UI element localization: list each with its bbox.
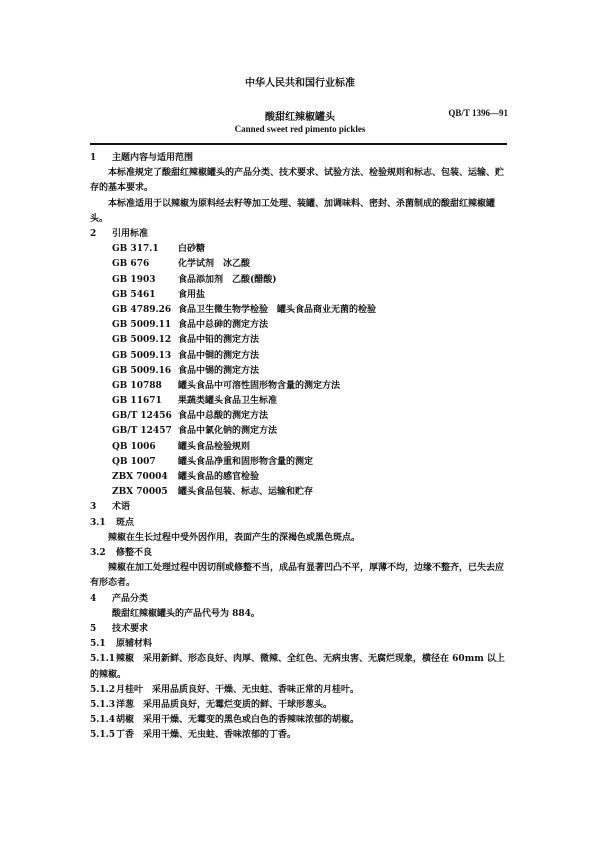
clause-text: 采用品质良好，无霉烂变质的鲜、干球形葱头。: [143, 699, 333, 710]
reference-name: 食品中氯化钠的测定方法: [178, 426, 278, 437]
document-body: [90, 151, 510, 743]
section-heading: [90, 622, 510, 637]
section-title: 引用标准: [112, 229, 149, 239]
reference-item: [90, 364, 510, 379]
reference-code: GB/T 12456: [112, 411, 172, 422]
section-heading: [90, 227, 510, 242]
clause-number: 5.1.5: [90, 730, 116, 741]
reference-item: [90, 394, 510, 409]
reference-code: GB 317.1: [112, 244, 159, 255]
section-number: 4: [90, 593, 97, 604]
reference-item: [90, 485, 510, 500]
reference-name: 白砂糖: [178, 244, 206, 255]
reference-item: [90, 333, 510, 348]
reference-code: GB 5009.12: [112, 335, 172, 346]
reference-name: 果蔬类罐头食品卫生标准: [178, 396, 278, 407]
reference-code: GB 1903: [112, 274, 156, 285]
reference-item: [90, 349, 510, 364]
clause-item: [90, 652, 510, 682]
clause-text: 采用干燥、无霉变的黑色或白色的香辣味浓郁的胡椒。: [143, 715, 360, 726]
reference-item: [90, 288, 510, 303]
reference-name: 食品中总砷的测定方法: [178, 320, 269, 331]
reference-code: GB/T 12457: [112, 426, 172, 437]
reference-code: QB 1006: [112, 441, 156, 452]
reference-code: ZBX 70004: [112, 472, 168, 482]
reference-name: 罐头食品包装、标志、运输和贮存: [178, 487, 314, 498]
reference-code: GB 10788: [112, 380, 162, 391]
clause-number: 5.1.4: [90, 715, 116, 726]
reference-name: 罐头食品净重和固形物含量的测定: [178, 456, 314, 467]
clause-item: [90, 698, 510, 713]
reference-name: 食品中铅的测定方法: [178, 335, 260, 346]
reference-name: 化学试剂 冰乙酸: [178, 259, 251, 270]
subsection-number: 3.1: [90, 517, 106, 528]
paragraph: 辣椒在生长过程中受外因作用，表面产生的深褐色或黑色斑点。: [108, 532, 361, 543]
reference-code: ZBX 70005: [112, 487, 168, 498]
paragraph: 酸甜红辣椒罐头的产品代号为 884。: [112, 608, 260, 619]
reference-code: GB 676: [112, 259, 150, 270]
reference-name: 食品中锡的测定方法: [178, 365, 260, 376]
subsection-number: 5.1: [90, 639, 106, 650]
subsection-title: 修整不良: [116, 547, 153, 558]
section-number: 5: [90, 623, 97, 634]
reference-item: [90, 379, 510, 394]
reference-item: [90, 318, 510, 333]
paragraph: 本标准规定了酸甜红辣椒罐头的产品分类、技术要求、试验方法、检验规则和标志、包装、运输、贮存的基本要求。: [90, 168, 505, 194]
reference-item: [90, 440, 510, 455]
reference-name: 食品添加剂 乙酸(醋酸): [178, 274, 277, 285]
reference-code: GB 11671: [112, 396, 162, 407]
clause-item: [90, 713, 510, 728]
subsection-number: 3.2: [90, 547, 106, 558]
reference-list: [90, 242, 510, 500]
clause-name: 月桂叶: [116, 684, 144, 695]
subsection-title: 斑点: [116, 517, 135, 528]
reference-name: 食品中总酸的测定方法: [178, 411, 269, 422]
reference-item: [90, 273, 510, 288]
paragraph: 辣椒在加工处理过程中因切削或修整不当，成品有显著凹凸不平，厚薄不均，边缘不整齐，已失去应有形态者。: [90, 563, 505, 589]
clause-number: 5.1.2: [90, 684, 116, 695]
reference-code: GB 4789.26: [112, 304, 172, 315]
clause-item: [90, 728, 510, 743]
section-title: 产品分类: [112, 593, 149, 604]
standard-code: QB/T 1396—91: [448, 108, 508, 118]
reference-code: GB 5461: [112, 289, 156, 300]
clause-name: 丁香: [116, 730, 135, 741]
section-heading: [90, 592, 510, 607]
section-heading: [90, 500, 510, 515]
section-number: 3: [90, 502, 97, 513]
industry-standard-heading: 中华人民共和国行业标准: [245, 78, 355, 89]
standard-title-en: Canned sweet red pimento pickles: [234, 124, 366, 134]
reference-name: 食品中铜的测定方法: [178, 350, 260, 361]
section-number: 2: [90, 229, 97, 239]
reference-code: GB 5009.13: [112, 350, 172, 361]
section-heading: [90, 151, 510, 166]
subsection-heading: [90, 516, 510, 531]
subsection-heading: [90, 546, 510, 561]
clause-number: 5.1.3: [90, 699, 116, 710]
section-title: 术语: [112, 502, 131, 513]
clause-number: 5.1.1: [90, 654, 116, 665]
subsection-title: 原辅材料: [116, 639, 153, 650]
clause-item: [90, 683, 510, 698]
reference-item: [90, 242, 510, 257]
reference-code: GB 5009.11: [112, 320, 172, 331]
reference-name: 食用盐: [178, 289, 206, 300]
reference-item: [90, 424, 510, 439]
reference-name: 罐头食品检验规则: [178, 441, 251, 452]
reference-item: [90, 303, 510, 318]
header-divider: [90, 143, 507, 145]
section-title: 技术要求: [112, 623, 149, 634]
reference-code: GB 5009.16: [112, 365, 172, 376]
clause-name: 辣椒: [116, 654, 135, 665]
reference-name: 罐头食品中可溶性固形物含量的测定方法: [178, 380, 341, 391]
reference-item: [90, 409, 510, 424]
section-number: 1: [90, 153, 97, 163]
reference-item: [90, 455, 510, 470]
clause-name: 洋葱: [116, 699, 135, 710]
reference-code: QB 1007: [112, 456, 156, 467]
reference-item: [90, 257, 510, 272]
clause-text: 采用品质良好、干燥、无虫蛀、香味正常的月桂叶。: [152, 684, 360, 695]
reference-name: 罐头食品的感官检验: [178, 472, 260, 482]
subsection-heading: [90, 637, 510, 652]
reference-name: 食品卫生微生物学检验 罐头食品商业无菌的检验: [178, 304, 377, 315]
paragraph: 本标准适用于以辣椒为原料经去籽等加工处理、装罐、加调味料、密封、杀菌制成的酸甜红辣椒罐头。: [90, 198, 496, 224]
section-title: 主题内容与适用范围: [112, 153, 194, 163]
clause-name: 胡椒: [116, 715, 135, 726]
standard-title-zh: 酸甜红辣椒罐头: [265, 112, 335, 123]
clause-text: 采用新鲜、形态良好、肉厚、微辣、全红色、无病虫害、无腐烂现象，横径在 60mm 以上的辣椒。: [90, 654, 505, 680]
reference-item: [90, 470, 510, 485]
clause-text: 采用干燥、无虫蛀、香味浓郁的丁香。: [143, 730, 297, 741]
